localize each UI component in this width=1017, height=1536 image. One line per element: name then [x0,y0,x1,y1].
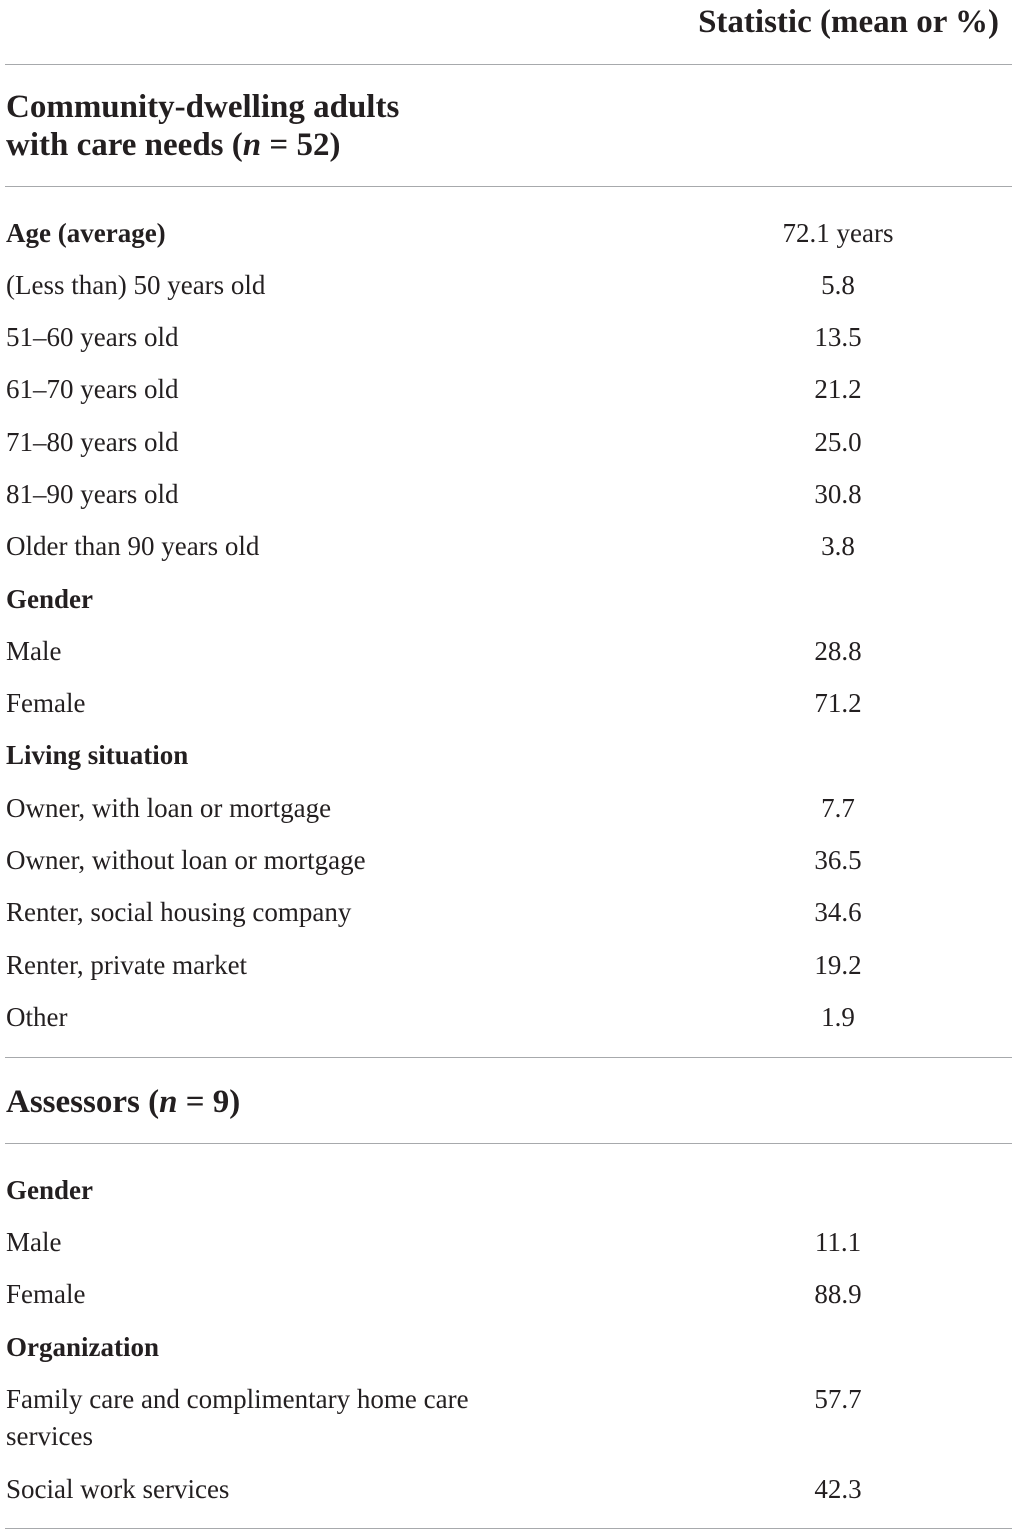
section-divider-rule [5,1057,1012,1058]
row-value: 11.1 [814,1227,862,1257]
table-row-group [6,1172,1012,1216]
row-label: 61–70 years old [6,374,179,404]
section-title-prefix: Assessors ( [6,1084,160,1120]
row-label: Female [6,1279,86,1309]
table-row [6,633,1012,677]
row-value: 72.1 years [782,218,894,248]
row-label: 71–80 years old [6,427,179,457]
row-value: 88.9 [814,1279,862,1309]
table-row [6,371,1012,415]
section-rule-community-adults [5,186,1012,187]
table-row-group [6,581,1012,625]
section-title-line2 [6,126,399,164]
row-label: 81–90 years old [6,479,179,509]
table-row-group [6,1329,1012,1373]
table-row [6,947,1012,991]
row-label: Owner, without loan or mortgage [6,845,366,875]
row-label: Age (average) [6,218,166,248]
table-bottom-rule [5,1528,1012,1529]
row-value: 1.9 [821,1002,855,1032]
row-value: 19.2 [814,950,862,980]
row-label: Renter, social housing company [6,897,352,927]
row-label: Living situation [6,740,189,770]
table-row [6,842,1012,886]
table-row [6,999,1012,1043]
n-symbol: n [159,1084,178,1120]
row-value: 34.6 [814,897,862,927]
row-label: Male [6,1227,62,1257]
row-value: 30.8 [814,479,862,509]
table-row [6,215,1012,259]
row-value: 28.8 [814,636,862,666]
row-label: Renter, private market [6,950,248,980]
row-value: 21.2 [814,374,862,404]
row-value: 5.8 [821,270,855,300]
table-row [6,894,1012,938]
section-title-assessors [6,1083,240,1121]
table-row [6,685,1012,729]
row-label: Other [6,1002,68,1032]
row-label: Owner, with loan or mortgage [6,793,332,823]
table-row [6,1471,1012,1515]
n-value: = 52) [261,127,341,163]
section-title-prefix: with care needs ( [6,127,243,163]
table-row-group [6,737,1012,781]
row-value: 7.7 [821,793,855,823]
row-value: 71.2 [814,688,862,718]
table-row [6,424,1012,468]
column-header-statistic: Statistic (mean or %) [698,4,999,40]
table-row [6,319,1012,363]
n-symbol: n [242,127,262,163]
row-label: Older than 90 years old [6,531,260,561]
row-label: Organization [6,1332,159,1362]
table-row [6,1224,1012,1268]
row-label: Female [6,688,86,718]
row-value: 13.5 [814,322,862,352]
section-title-line1: Community-dwelling adults [6,89,400,125]
section-title-community-adults [6,88,399,164]
row-label: Gender [6,584,93,614]
row-label: Male [6,636,62,666]
row-label: (Less than) 50 years old [6,270,266,300]
row-value: 42.3 [814,1474,862,1504]
row-value: 3.8 [821,531,855,561]
row-value: 36.5 [814,845,862,875]
row-label: Social work services [6,1474,230,1504]
table-row [6,1381,1012,1461]
table-row [6,528,1012,572]
table-row [6,790,1012,834]
section-rule-assessors [5,1143,1012,1144]
table-row [6,1276,1012,1320]
row-label: 51–60 years old [6,322,179,352]
header-rule [5,64,1012,65]
table-row [6,267,1012,311]
n-value: = 9) [177,1084,241,1120]
row-label: Family care and complimentary home care services [6,1384,469,1451]
row-value: 25.0 [814,427,862,457]
table-row [6,476,1012,520]
row-label: Gender [6,1175,93,1205]
row-value: 57.7 [814,1384,862,1414]
